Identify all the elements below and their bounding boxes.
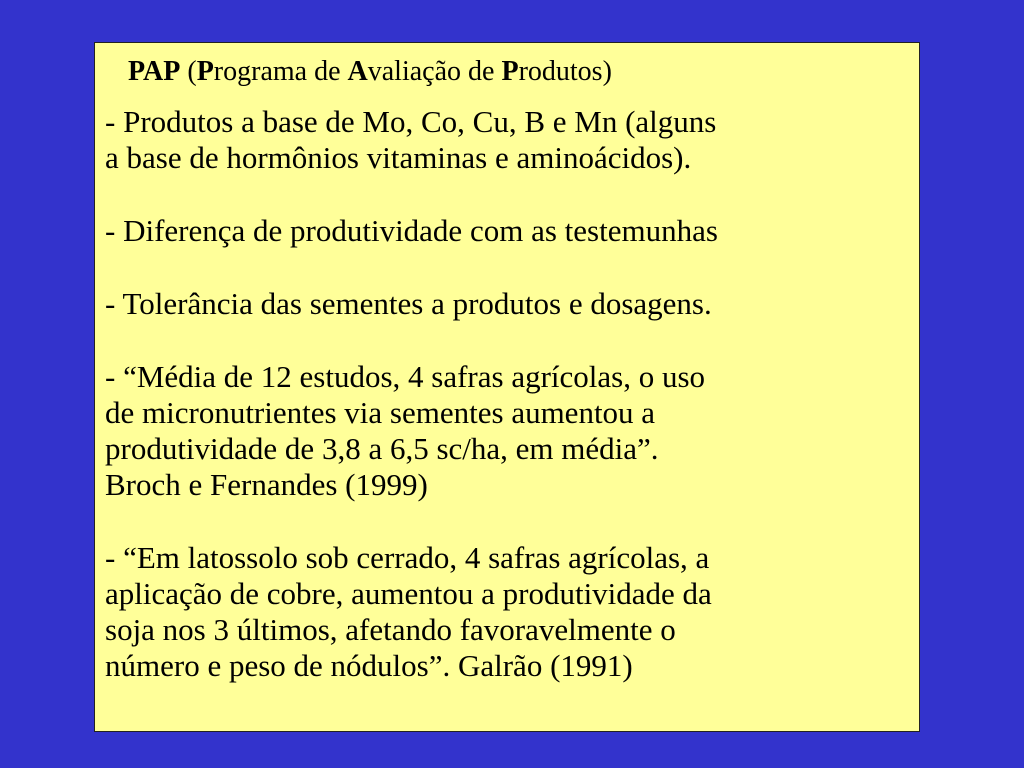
paragraph-line: - “Média de 12 estudos, 4 safras agrícolas, o uso xyxy=(105,359,706,394)
paragraph-line: Broch e Fernandes (1999) xyxy=(105,467,428,502)
paragraph-line: - Tolerância das sementes a produtos e dosagens. xyxy=(105,286,712,321)
title-p2-rest: rodutos) xyxy=(518,56,612,87)
title-a-rest: valiação de xyxy=(367,56,502,87)
paragraph-seed-tolerance xyxy=(105,286,909,322)
title-p2-letter: P xyxy=(501,56,519,87)
paragraph-productivity-difference xyxy=(105,213,909,249)
paragraph-line: número e peso de nódulos”. Galrão (1991) xyxy=(105,648,633,683)
title-open-paren: ( xyxy=(187,56,197,87)
paragraph-line: a base de hormônios vitaminas e aminoácidos). xyxy=(105,140,692,175)
title-p1-rest: rograma de xyxy=(213,56,348,87)
paragraph-quote-broch xyxy=(105,359,909,503)
paragraph-products xyxy=(105,104,909,176)
paragraph-line: produtividade de 3,8 a 6,5 sc/ha, em média”. xyxy=(105,431,659,466)
paragraph-line: - Produtos a base de Mo, Co, Cu, B e Mn (alguns xyxy=(105,104,717,139)
title-a-letter: A xyxy=(347,56,368,87)
paragraph-line: soja nos 3 últimos, afetando favoravelmente o xyxy=(105,612,676,647)
paragraph-line: aplicação de cobre, aumentou a produtividade da xyxy=(105,576,712,611)
paragraph-line: de micronutrientes via sementes aumentou a xyxy=(105,395,656,430)
title-p1-letter: P xyxy=(196,56,214,87)
paragraph-line: - Diferença de produtividade com as testemunhas xyxy=(105,213,718,248)
paragraph-line: - “Em latossolo sob cerrado, 4 safras agrícolas, a xyxy=(105,540,710,575)
slide-content-box xyxy=(94,42,920,732)
paragraph-quote-galrao xyxy=(105,540,909,684)
title-abbr: PAP xyxy=(128,56,181,87)
slide-title xyxy=(128,53,909,91)
